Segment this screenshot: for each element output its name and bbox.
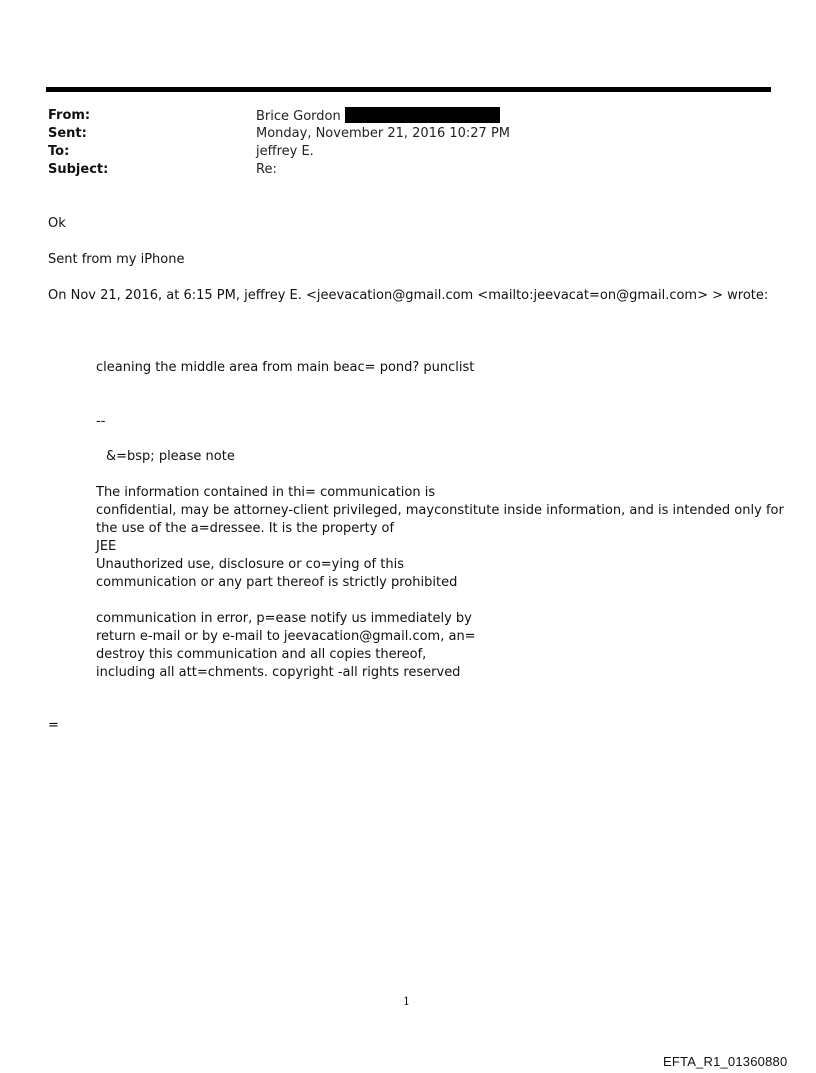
disclaimer-line: the use of the a=dressee. It is the property of [96, 521, 395, 536]
error-line: destroy this communication and all copies thereof, [96, 647, 427, 662]
signature-text: Sent from my iPhone [48, 252, 185, 267]
disclaimer-line: JEE [96, 539, 117, 554]
subject-label: Subject: [48, 162, 109, 177]
to-value: jeffrey E. [256, 144, 314, 159]
from-name: Brice Gordon [256, 109, 341, 124]
signature-dashes: -- [96, 414, 106, 429]
disclaimer-line: The information contained in thi= communication is [96, 485, 436, 500]
subject-value: Re: [256, 162, 277, 177]
from-label: From: [48, 108, 91, 123]
error-line: communication in error, p=ease notify us immediately by [96, 611, 472, 626]
to-label: To: [48, 144, 70, 159]
error-line: return e-mail or by e-mail to jeevacation@gmail.com, an= [96, 629, 476, 644]
sent-label: Sent: [48, 126, 87, 141]
from-value [256, 107, 500, 126]
page-number: 1 [403, 995, 410, 1008]
quote-intro: On Nov 21, 2016, at 6:15 PM, jeffrey E. <jeevacation@gmail.com <mailto:jeevacat=on@gmail.com> > wrote: [48, 288, 769, 303]
trailing-equals: = [48, 718, 59, 733]
quoted-message: cleaning the middle area from main beac= pond? punclist [96, 360, 475, 375]
reply-text: Ok [48, 216, 66, 231]
redaction-box [345, 107, 500, 123]
disclaimer-line: confidential, may be attorney-client privileged, mayconstitute inside information, and is intended only for [96, 503, 784, 518]
note-line: &=bsp; please note [106, 449, 235, 464]
disclaimer-line: Unauthorized use, disclosure or co=ying of this [96, 557, 404, 572]
disclaimer-line: communication or any part thereof is strictly prohibited [96, 575, 458, 590]
document-id: EFTA_R1_01360880 [663, 1054, 788, 1069]
error-line: including all att=chments. copyright -all rights reserved [96, 665, 461, 680]
sent-value: Monday, November 21, 2016 10:27 PM [256, 126, 511, 141]
header-rule [46, 87, 771, 92]
